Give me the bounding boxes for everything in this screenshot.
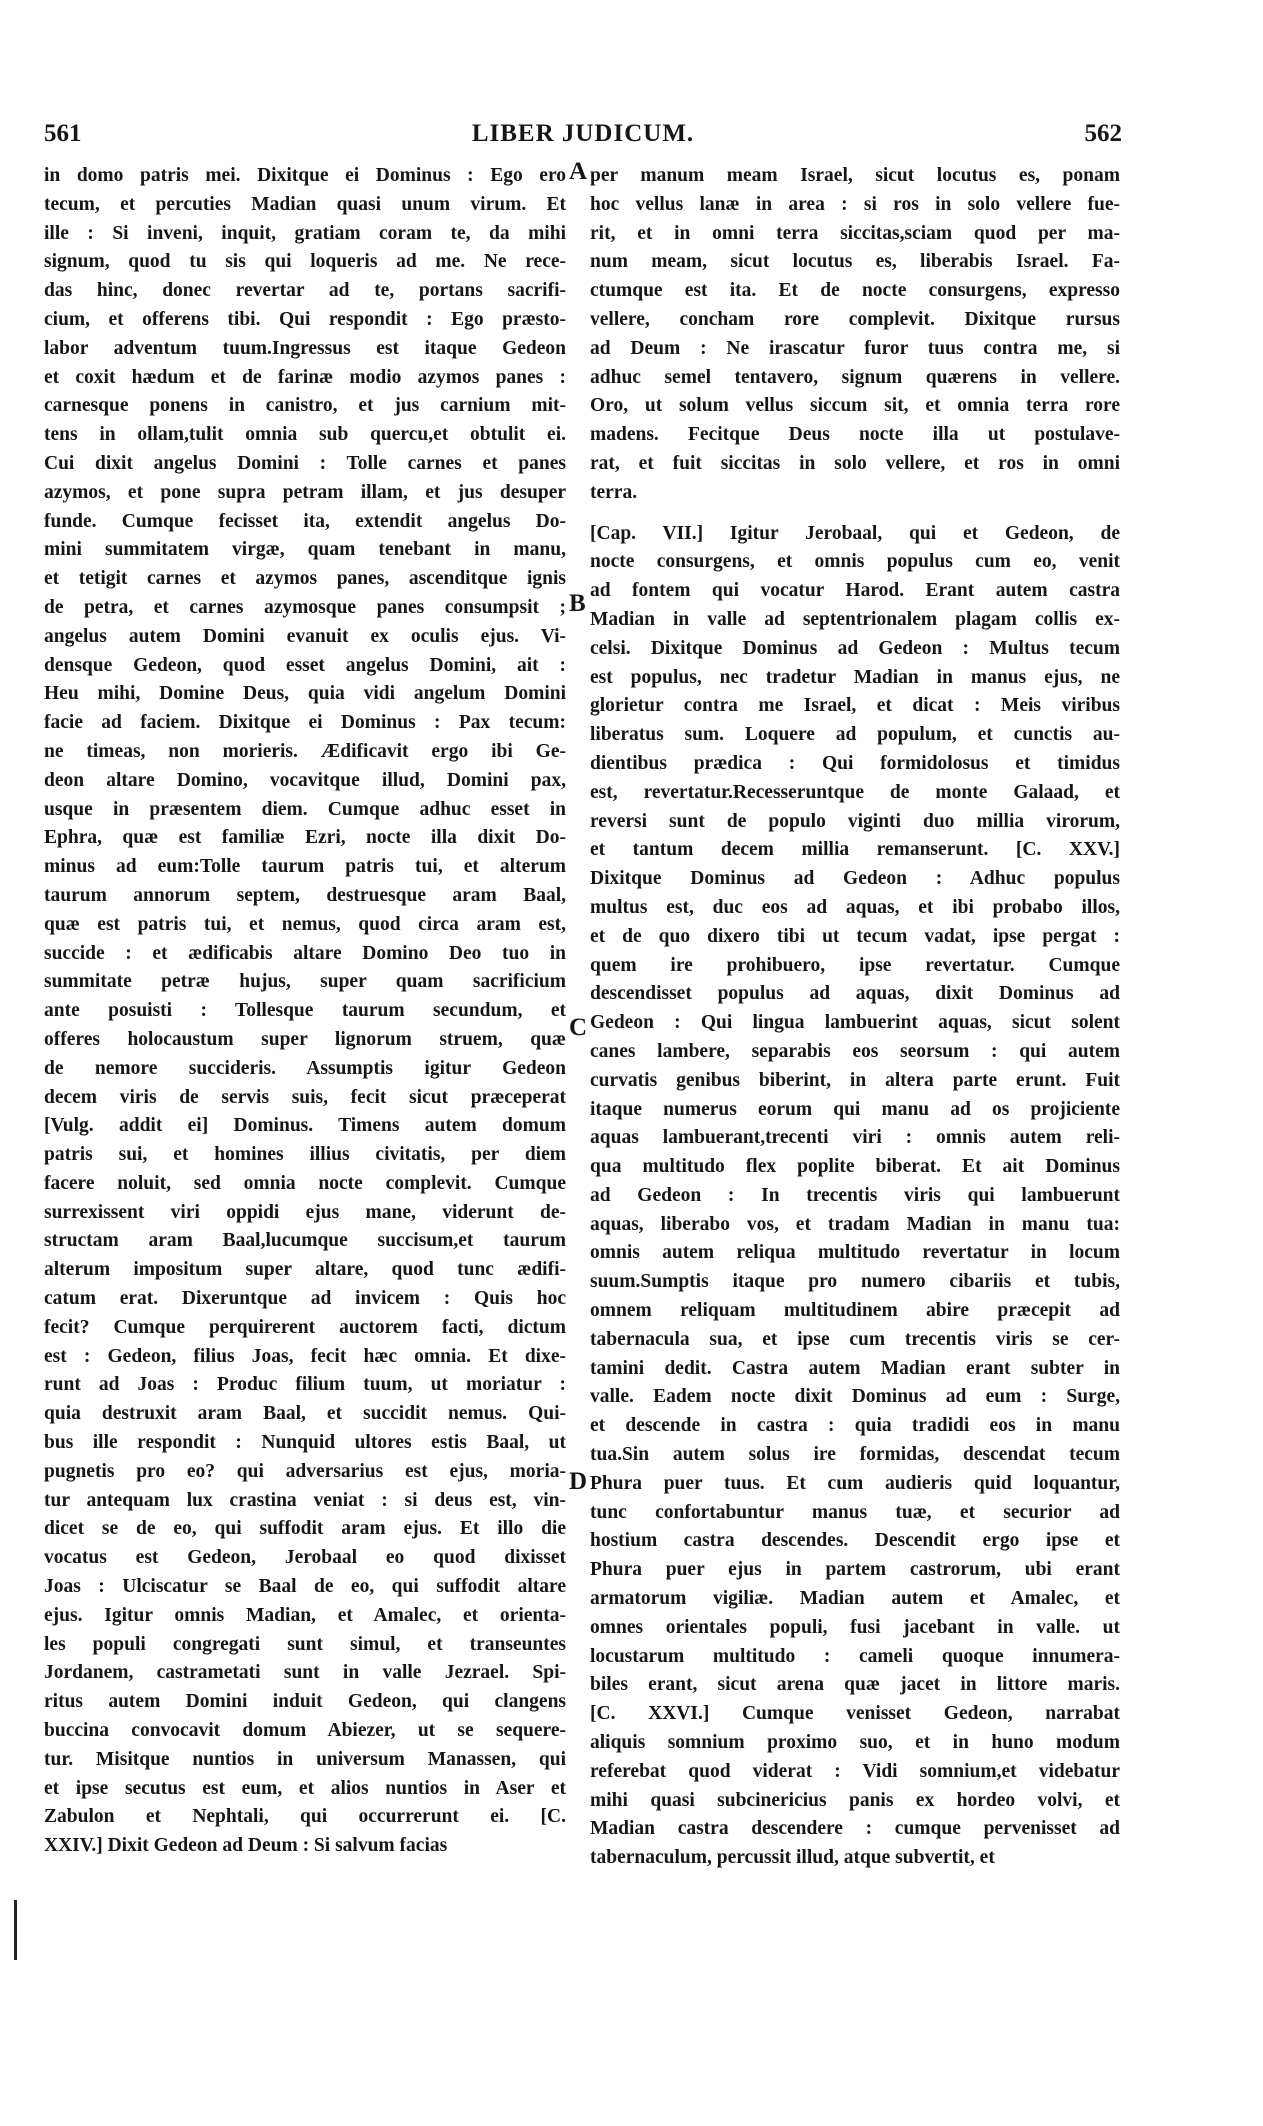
- text-line: et coxit hædum et de farinæ modio azymos panes :: [44, 366, 566, 388]
- text-line: hostium castra descendes. Descendit ergo ipse et: [590, 1530, 1120, 1552]
- text-line: nocte consurgens, et omnis populus cum eo, venit: [590, 551, 1120, 573]
- text-line: dientibus prædica : Qui formidolosus et timidus: [590, 752, 1120, 774]
- text-line: quia destruxit aram Baal, et succidit nemus. Qui-: [44, 1403, 566, 1425]
- text-line: dicet se de eo, qui suffodit aram ejus. Et illo die: [44, 1518, 566, 1540]
- text-line: Oro, ut solum vellus siccum sit, et omnia terra rore: [590, 395, 1120, 417]
- text-line: de nemore succideris. Assumptis igitur Gedeon: [44, 1057, 566, 1079]
- text-line: [C. XXVI.] Cumque venisset Gedeon, narrabat: [590, 1703, 1120, 1725]
- text-line: omnem reliquam multitudinem abire præcepit ad: [590, 1300, 1120, 1322]
- text-line: mihi quasi subcinericius panis ex hordeo volvi, et: [590, 1789, 1120, 1811]
- text-line: rat, et fuit siccitas in solo vellere, et ros in omni: [590, 452, 1120, 474]
- text-line: biles erant, sicut arena quæ jacet in littore maris.: [590, 1674, 1120, 1696]
- text-line: ad Deum : Ne irascatur furor tuus contra me, si: [590, 337, 1120, 359]
- text-line: alterum impositum super altare, quod tunc ædifi-: [44, 1259, 566, 1281]
- text-line: facere noluit, sed omnia nocte complevit. Cumque: [44, 1172, 566, 1194]
- text-line: per manum meam Israel, sicut locutus es, ponam: [590, 165, 1120, 186]
- text-line: [Cap. VII.] Igitur Jerobaal, qui et Gedeon, de: [590, 522, 1120, 544]
- text-line: tunc confortabuntur manus tuæ, et securior ad: [590, 1501, 1120, 1523]
- text-line: structam aram Baal,lucumque succisum,et taurum: [44, 1230, 566, 1252]
- text-line: Zabulon et Nephtali, qui occurrerunt ei. [C.: [44, 1806, 566, 1828]
- text-line: ne timeas, non morieris. Ædificavit ergo ibi Ge-: [44, 740, 566, 762]
- text-line: vellere, concham rore complevit. Dixitque rursus: [590, 308, 1120, 330]
- page-number-left: 561: [44, 120, 82, 147]
- text-line: carnesque ponens in canistro, et jus carnium mit-: [44, 395, 566, 417]
- text-line: pugnetis pro eo? qui adversarius est ejus, moria-: [44, 1460, 566, 1482]
- text-line: Dixitque Dominus ad Gedeon : Adhuc populus: [590, 868, 1120, 890]
- text-line: omnes orientales populi, fusi jacebant in valle. ut: [590, 1616, 1120, 1638]
- text-line: quem ire prohibuero, ipse revertatur. Cumque: [590, 954, 1120, 976]
- text-line: aquas lambuerant,trecenti viri : omnis autem reli-: [590, 1127, 1120, 1149]
- text-line: Cui dixit angelus Domini : Tolle carnes et panes: [44, 452, 566, 474]
- text-line: das hinc, donec revertar ad te, portans sacrifi-: [44, 280, 566, 302]
- text-line: patris sui, et homines illius civitatis, per diem: [44, 1144, 566, 1166]
- text-line: taurum annorum septem, destruesque aram Baal,: [44, 884, 566, 906]
- margin-marker-b: B: [569, 590, 586, 617]
- left-column: [44, 162, 566, 1861]
- text-line: et tetigit carnes et azymos panes, ascenditque ignis: [44, 568, 566, 590]
- text-line: tua.Sin autem solus ire formidas, descendat tecum: [590, 1444, 1120, 1466]
- text-line: decem viris de servis suis, fecit sicut præceperat: [44, 1086, 566, 1108]
- text-line: quæ est patris tui, et nemus, quod circa aram est,: [44, 913, 566, 935]
- text-line: et descende in castra : quia tradidi eos in manu: [590, 1415, 1120, 1437]
- text-line: et ipse secutus est eum, et alios nuntios in Aser et: [44, 1777, 566, 1799]
- text-line: suum.Sumptis itaque pro numero cibariis et tubis,: [590, 1271, 1120, 1293]
- text-line: multus est, duc eos ad aquas, et ibi probabo illos,: [590, 896, 1120, 918]
- text-line: est, revertatur.Recesseruntque de monte Galaad, et: [590, 781, 1120, 803]
- text-line: XXIV.] Dixit Gedeon ad Deum : Si salvum facias: [44, 1835, 448, 1857]
- text-line: terra.: [590, 481, 638, 503]
- text-line: facie ad faciem. Dixitque ei Dominus : Pax tecum:: [44, 712, 566, 734]
- text-line: ejus. Igitur omnis Madian, et Amalec, et orienta-: [44, 1604, 566, 1626]
- text-line: densque Gedeon, quod esset angelus Domini, ait :: [44, 654, 566, 676]
- text-line: fecit? Cumque perquirerent auctorem facti, dictum: [44, 1316, 566, 1338]
- text-line: offeres holocaustum super lignorum struem, quæ: [44, 1028, 566, 1050]
- text-line: buccina convocavit domum Abiezer, ut se sequere-: [44, 1720, 566, 1742]
- text-line: tabernaculum, percussit illud, atque subvertit, et: [590, 1847, 995, 1869]
- margin-rule: [14, 1900, 17, 1960]
- text-line: aquas, liberabo vos, et tradam Madian in manu tua:: [590, 1213, 1120, 1235]
- text-line: Phura puer ejus in partem castrorum, ubi erant: [590, 1559, 1120, 1581]
- text-line: Ephra, quæ est familiæ Ezri, nocte illa dixit Do-: [44, 827, 566, 849]
- text-line: Jordanem, castrametati sunt in valle Jezrael. Spi-: [44, 1662, 566, 1684]
- text-line: usque in præsentem diem. Cumque adhuc esset in: [44, 798, 566, 820]
- text-line: Madian castra descendere : cumque pervenisset ad: [590, 1818, 1120, 1840]
- text-line: Phura puer tuus. Et cum audieris quid loquantur,: [590, 1472, 1120, 1494]
- text-line: Gedeon : Qui lingua lambuerint aquas, sicut solent: [590, 1012, 1120, 1034]
- text-line: qua multitudo flex poplite biberat. Et ait Dominus: [590, 1156, 1120, 1178]
- text-line: signum, quod tu sis qui loqueris ad me. Ne rece-: [44, 251, 566, 273]
- text-line: catum erat. Dixeruntque ad invicem : Quis hoc: [44, 1288, 566, 1310]
- text-line: angelus autem Domini evanuit ex oculis ejus. Vi-: [44, 625, 566, 647]
- text-line: et de quo dixero tibi ut tecum vadat, ipse pergat :: [590, 925, 1120, 947]
- text-line: reversi sunt de populo viginti duo millia virorum,: [590, 810, 1120, 832]
- text-line: ad fontem qui vocatur Harod. Erant autem castra: [590, 580, 1120, 602]
- page-header: [44, 120, 1122, 156]
- text-line: surrexissent viri oppidi ejus mane, viderunt de-: [44, 1201, 566, 1223]
- text-line: itaque numerus eorum qui manu ad os projiciente: [590, 1098, 1120, 1120]
- page-number-right: 562: [1084, 120, 1122, 147]
- text-line: runt ad Joas : Produc filium tuum, ut moriatur :: [44, 1374, 566, 1396]
- text-line: aliquis somnium proximo suo, et in huno modum: [590, 1732, 1120, 1754]
- text-line: ritus autem Domini induit Gedeon, qui clangens: [44, 1691, 566, 1713]
- text-line: summitate petræ hujus, super quam sacrificium: [44, 971, 566, 993]
- margin-marker-c: C: [569, 1014, 588, 1041]
- text-line: num meam, sicut locutus es, liberabis Israel. Fa-: [590, 251, 1120, 273]
- text-line: canes lambere, separabis eos seorsum : qui autem: [590, 1040, 1120, 1062]
- text-line: funde. Cumque fecisset ita, extendit angelus Do-: [44, 510, 566, 532]
- margin-marker-a: A: [569, 158, 588, 185]
- text-line: vocatus est Gedeon, Jerobaal eo quod dixisset: [44, 1547, 566, 1569]
- running-title: LIBER JUDICUM.: [471, 120, 695, 147]
- text-line: est : Gedeon, filius Joas, fecit hæc omnia. Et dixe-: [44, 1345, 566, 1367]
- text-line: tabernacula sua, et ipse cum trecentis viris se cer-: [590, 1328, 1120, 1350]
- text-line: Joas : Ulciscatur se Baal de eo, qui suffodit altare: [44, 1576, 566, 1598]
- text-line: est populus, nec tradetur Madian in manus ejus, ne: [590, 666, 1120, 688]
- text-line: curvatis genibus biberint, in altera parte erunt. Fuit: [590, 1069, 1120, 1091]
- text-line: omnis autem reliqua multitudo revertatur in locum: [590, 1242, 1120, 1264]
- text-line: ante posuisti : Tollesque taurum secundum, et: [44, 1000, 566, 1022]
- text-line: de petra, et carnes azymosque panes consumpsit ;: [44, 596, 566, 618]
- text-line: les populi congregati sunt simul, et transeuntes: [44, 1633, 566, 1655]
- text-line: cium, et offerens tibi. Qui respondit : Ego præsto-: [44, 308, 566, 330]
- text-line: glorietur contra me Israel, et dicat : Meis viribus: [590, 695, 1120, 717]
- text-line: bus ille respondit : Nunquid ultores estis Baal, ut: [44, 1432, 566, 1454]
- margin-marker-d: D: [569, 1468, 588, 1495]
- text-line: labor adventum tuum.Ingressus est itaque Gedeon: [44, 337, 566, 359]
- text-line: adhuc semel tentavero, signum quærens in vellere.: [590, 366, 1120, 388]
- text-line: valle. Eadem nocte dixit Dominus ad eum : Surge,: [590, 1386, 1120, 1408]
- text-line: [Vulg. addit ei] Dominus. Timens autem domum: [44, 1115, 566, 1137]
- text-line: locustarum multitudo : cameli quoque innumera-: [590, 1645, 1120, 1667]
- text-line: descendisset populus ad aquas, dixit Dominus ad: [590, 983, 1120, 1005]
- text-line: liberatus sum. Loquere ad populum, et cunctis au-: [590, 724, 1120, 746]
- text-line: tecum, et percuties Madian quasi unum virum. Et: [44, 193, 566, 215]
- text-line: armatorum vigiliæ. Madian autem et Amalec, et: [590, 1588, 1120, 1610]
- text-line: in domo patris mei. Dixitque ei Dominus : Ego ero: [44, 165, 566, 186]
- text-line: tamini dedit. Castra autem Madian erant subter in: [590, 1357, 1120, 1379]
- text-line: deon altare Domino, vocavitque illud, Domini pax,: [44, 769, 566, 791]
- text-line: Madian in valle ad septentrionalem plagam collis ex-: [590, 608, 1120, 630]
- text-line: rit, et in omni terra siccitas,sciam quod per ma-: [590, 222, 1120, 244]
- text-line: celsi. Dixitque Dominus ad Gedeon : Multus tecum: [590, 637, 1120, 659]
- text-line: azymos, et pone supra petram illam, et jus desuper: [44, 481, 566, 503]
- text-line: ctumque est ita. Et de nocte consurgens, expresso: [590, 280, 1120, 302]
- text-line: referebat quod viderat : Vidi somnium,et videbatur: [590, 1760, 1120, 1782]
- text-line: tur antequam lux crastina veniat : si deus est, vin-: [44, 1489, 566, 1511]
- text-line: tur. Misitque nuntios in universum Manassen, qui: [44, 1748, 566, 1770]
- text-line: succide : et ædificabis altare Domino Deo tuo in: [44, 942, 566, 964]
- text-line: Heu mihi, Domine Deus, quia vidi angelum Domini: [44, 683, 566, 705]
- text-line: tens in ollam,tulit omnia sub quercu,et obtulit ei.: [44, 424, 566, 446]
- text-line: madens. Fecitque Deus nocte illa ut postulave-: [590, 424, 1120, 446]
- text-line: ille : Si inveni, inquit, gratiam coram te, da mihi: [44, 222, 566, 244]
- text-line: hoc vellus lanæ in area : si ros in solo vellere fue-: [590, 193, 1120, 215]
- text-line: ad Gedeon : In trecentis viris qui lambuerunt: [590, 1184, 1120, 1206]
- text-line: mini summitatem virgæ, quam tenebant in manu,: [44, 539, 566, 561]
- right-column: [590, 162, 1120, 1873]
- text-line: et tantum decem millia remanserunt. [C. XXV.]: [590, 839, 1120, 861]
- text-line: minus ad eum:Tolle taurum patris tui, et alterum: [44, 856, 566, 878]
